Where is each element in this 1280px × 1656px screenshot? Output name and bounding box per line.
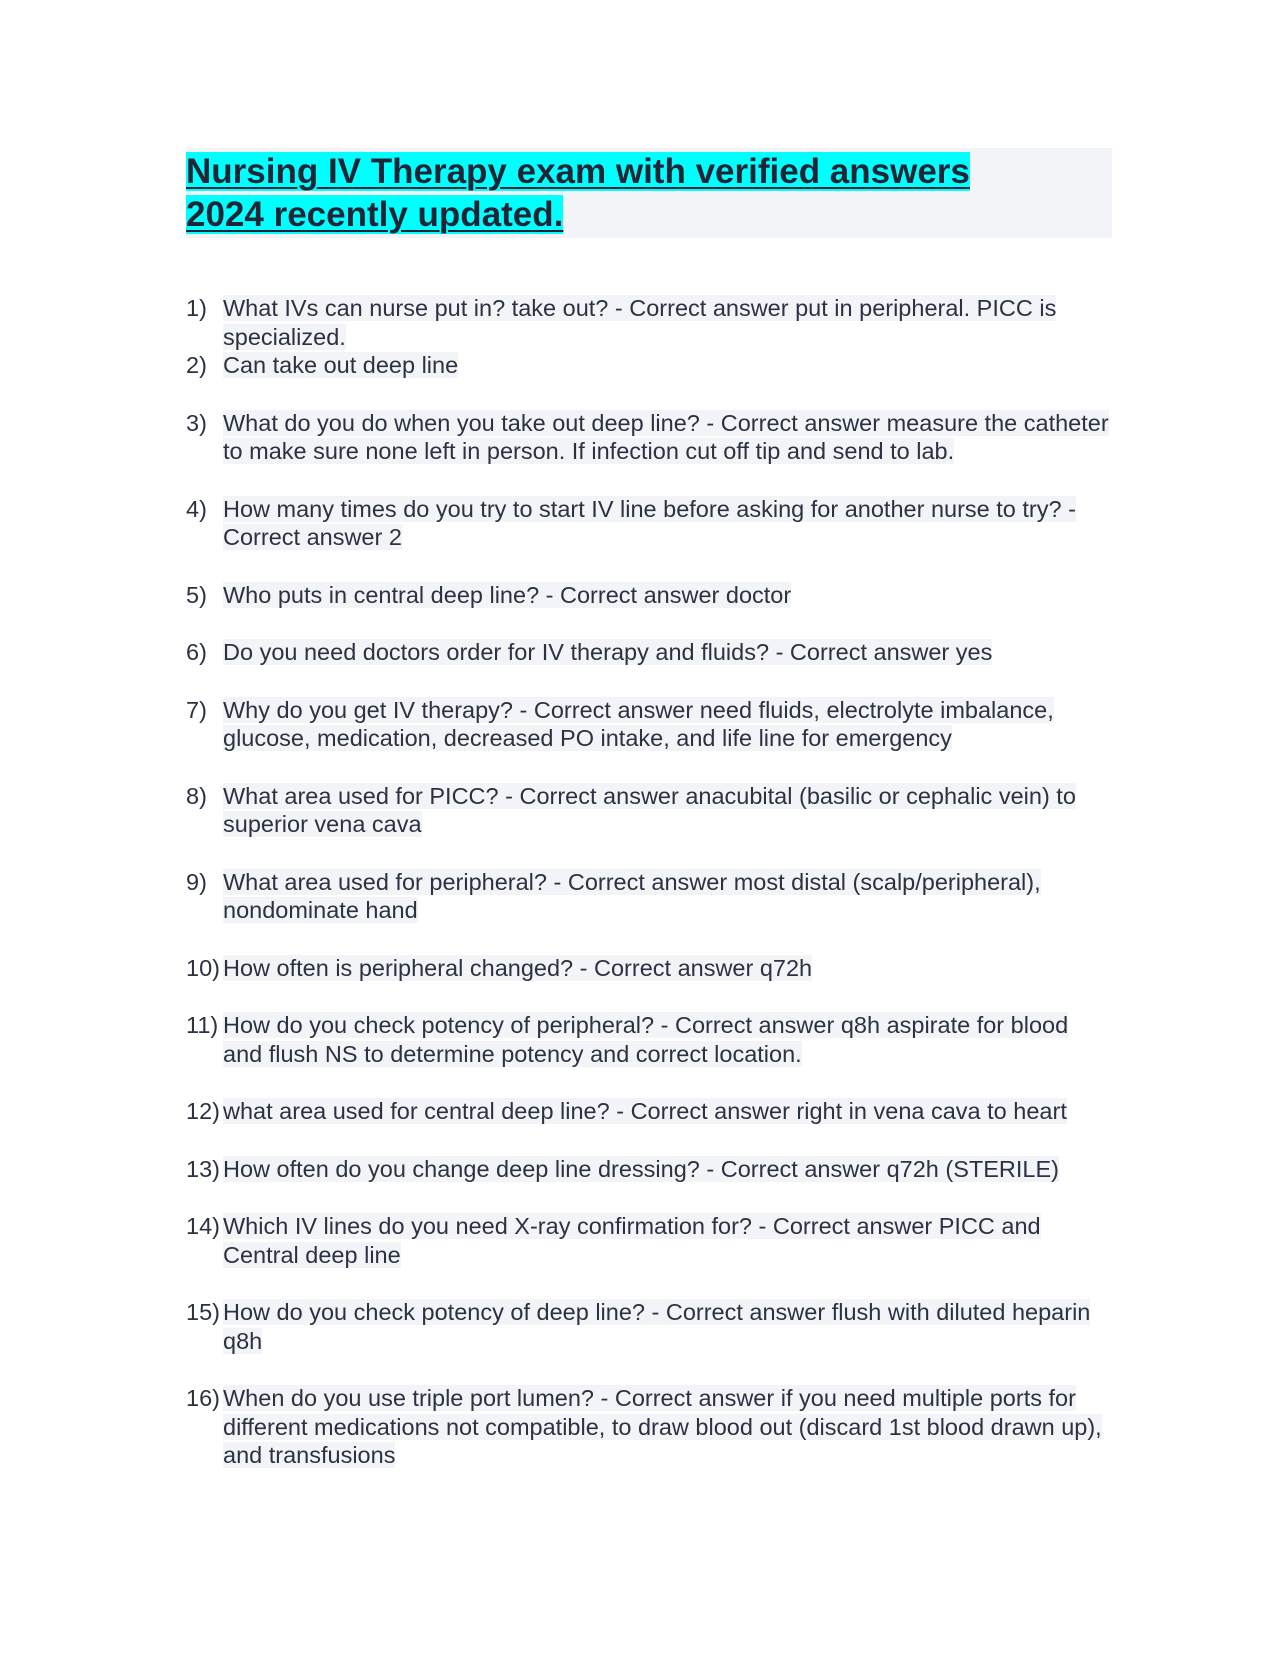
item-text: How often do you change deep line dressing? - Correct answer q72h (STERILE): [223, 1155, 1060, 1182]
item-number: 6): [186, 639, 207, 665]
item-number: 5): [186, 581, 207, 608]
qa-list: [186, 294, 1112, 1470]
item-number: 8): [186, 782, 207, 809]
item-text: How do you check potency of deep line? - Correct answer flush with diluted heparin q8h: [223, 1299, 1091, 1354]
item-text: what area used for central deep line? - Correct answer right in vena cava to heart: [223, 1098, 1067, 1124]
item-number: 12): [186, 1098, 220, 1124]
item-text: How do you check potency of peripheral? - Correct answer q8h aspirate for blood and flush NS to determine potency and correct location.: [223, 1012, 1069, 1067]
item-text: Do you need doctors order for IV therapy and fluids? - Correct answer yes: [223, 639, 993, 665]
qa-item: [186, 1155, 1112, 1184]
item-number: 11): [186, 1012, 219, 1038]
title-line-2: 2024 recently updated.: [186, 195, 564, 234]
document-page: [186, 148, 1112, 1499]
document-title: [186, 150, 1112, 236]
item-text: What do you do when you take out deep line? - Correct answer measure the catheter to make sure none left in person. If infection cut off tip and send to lab.: [223, 409, 1109, 464]
qa-item: [186, 294, 1112, 351]
item-text: Which IV lines do you need X-ray confirmation for? - Correct answer PICC and Central deep line: [223, 1213, 1041, 1268]
item-number: 7): [186, 696, 207, 723]
item-text: Why do you get IV therapy? - Correct answer need fluids, electrolyte imbalance, glucose, medication, decreased PO intake, and life line for emergency: [223, 696, 1054, 751]
qa-item: [186, 495, 1112, 552]
item-number: 4): [186, 495, 207, 522]
item-number: 9): [186, 868, 207, 895]
item-number: 3): [186, 409, 207, 436]
item-number: 2): [186, 352, 207, 378]
item-text: What area used for PICC? - Correct answer anacubital (basilic or cephalic vein) to superior vena cava: [223, 782, 1076, 837]
title-line-1: Nursing IV Therapy exam with verified answers: [186, 152, 970, 191]
item-text: Who puts in central deep line? - Correct answer doctor: [223, 581, 792, 608]
qa-item: [186, 1384, 1112, 1470]
qa-item: [186, 638, 1112, 667]
qa-item: [186, 581, 1112, 610]
qa-item: [186, 782, 1112, 839]
item-text: How often is peripheral changed? - Correct answer q72h: [223, 954, 813, 981]
item-number: 1): [186, 295, 207, 321]
item-text: Can take out deep line: [223, 352, 459, 378]
qa-item: [186, 1298, 1112, 1355]
qa-item: [186, 954, 1112, 983]
qa-item: [186, 696, 1112, 753]
item-number: 15): [186, 1299, 220, 1325]
qa-item: [186, 868, 1112, 925]
item-text: What area used for peripheral? - Correct answer most distal (scalp/peripheral), nondominate hand: [223, 868, 1041, 923]
qa-item: [186, 351, 1112, 380]
item-text: How many times do you try to start IV line before asking for another nurse to try? - Correct answer 2: [223, 495, 1076, 550]
item-number: 10): [186, 954, 220, 981]
qa-item: [186, 1011, 1112, 1068]
title-block: [186, 148, 1112, 238]
qa-item: [186, 1212, 1112, 1269]
qa-item: [186, 1097, 1112, 1126]
item-number: 13): [186, 1155, 220, 1182]
item-number: 16): [186, 1385, 220, 1411]
item-number: 14): [186, 1213, 220, 1239]
qa-item: [186, 409, 1112, 466]
item-text: What IVs can nurse put in? take out? - Correct answer put in peripheral. PICC is specialized.: [223, 295, 1057, 350]
item-text: When do you use triple port lumen? - Correct answer if you need multiple ports for different medications not compatible, to draw blood out (discard 1st blood drawn up), and transfusions: [223, 1385, 1102, 1468]
